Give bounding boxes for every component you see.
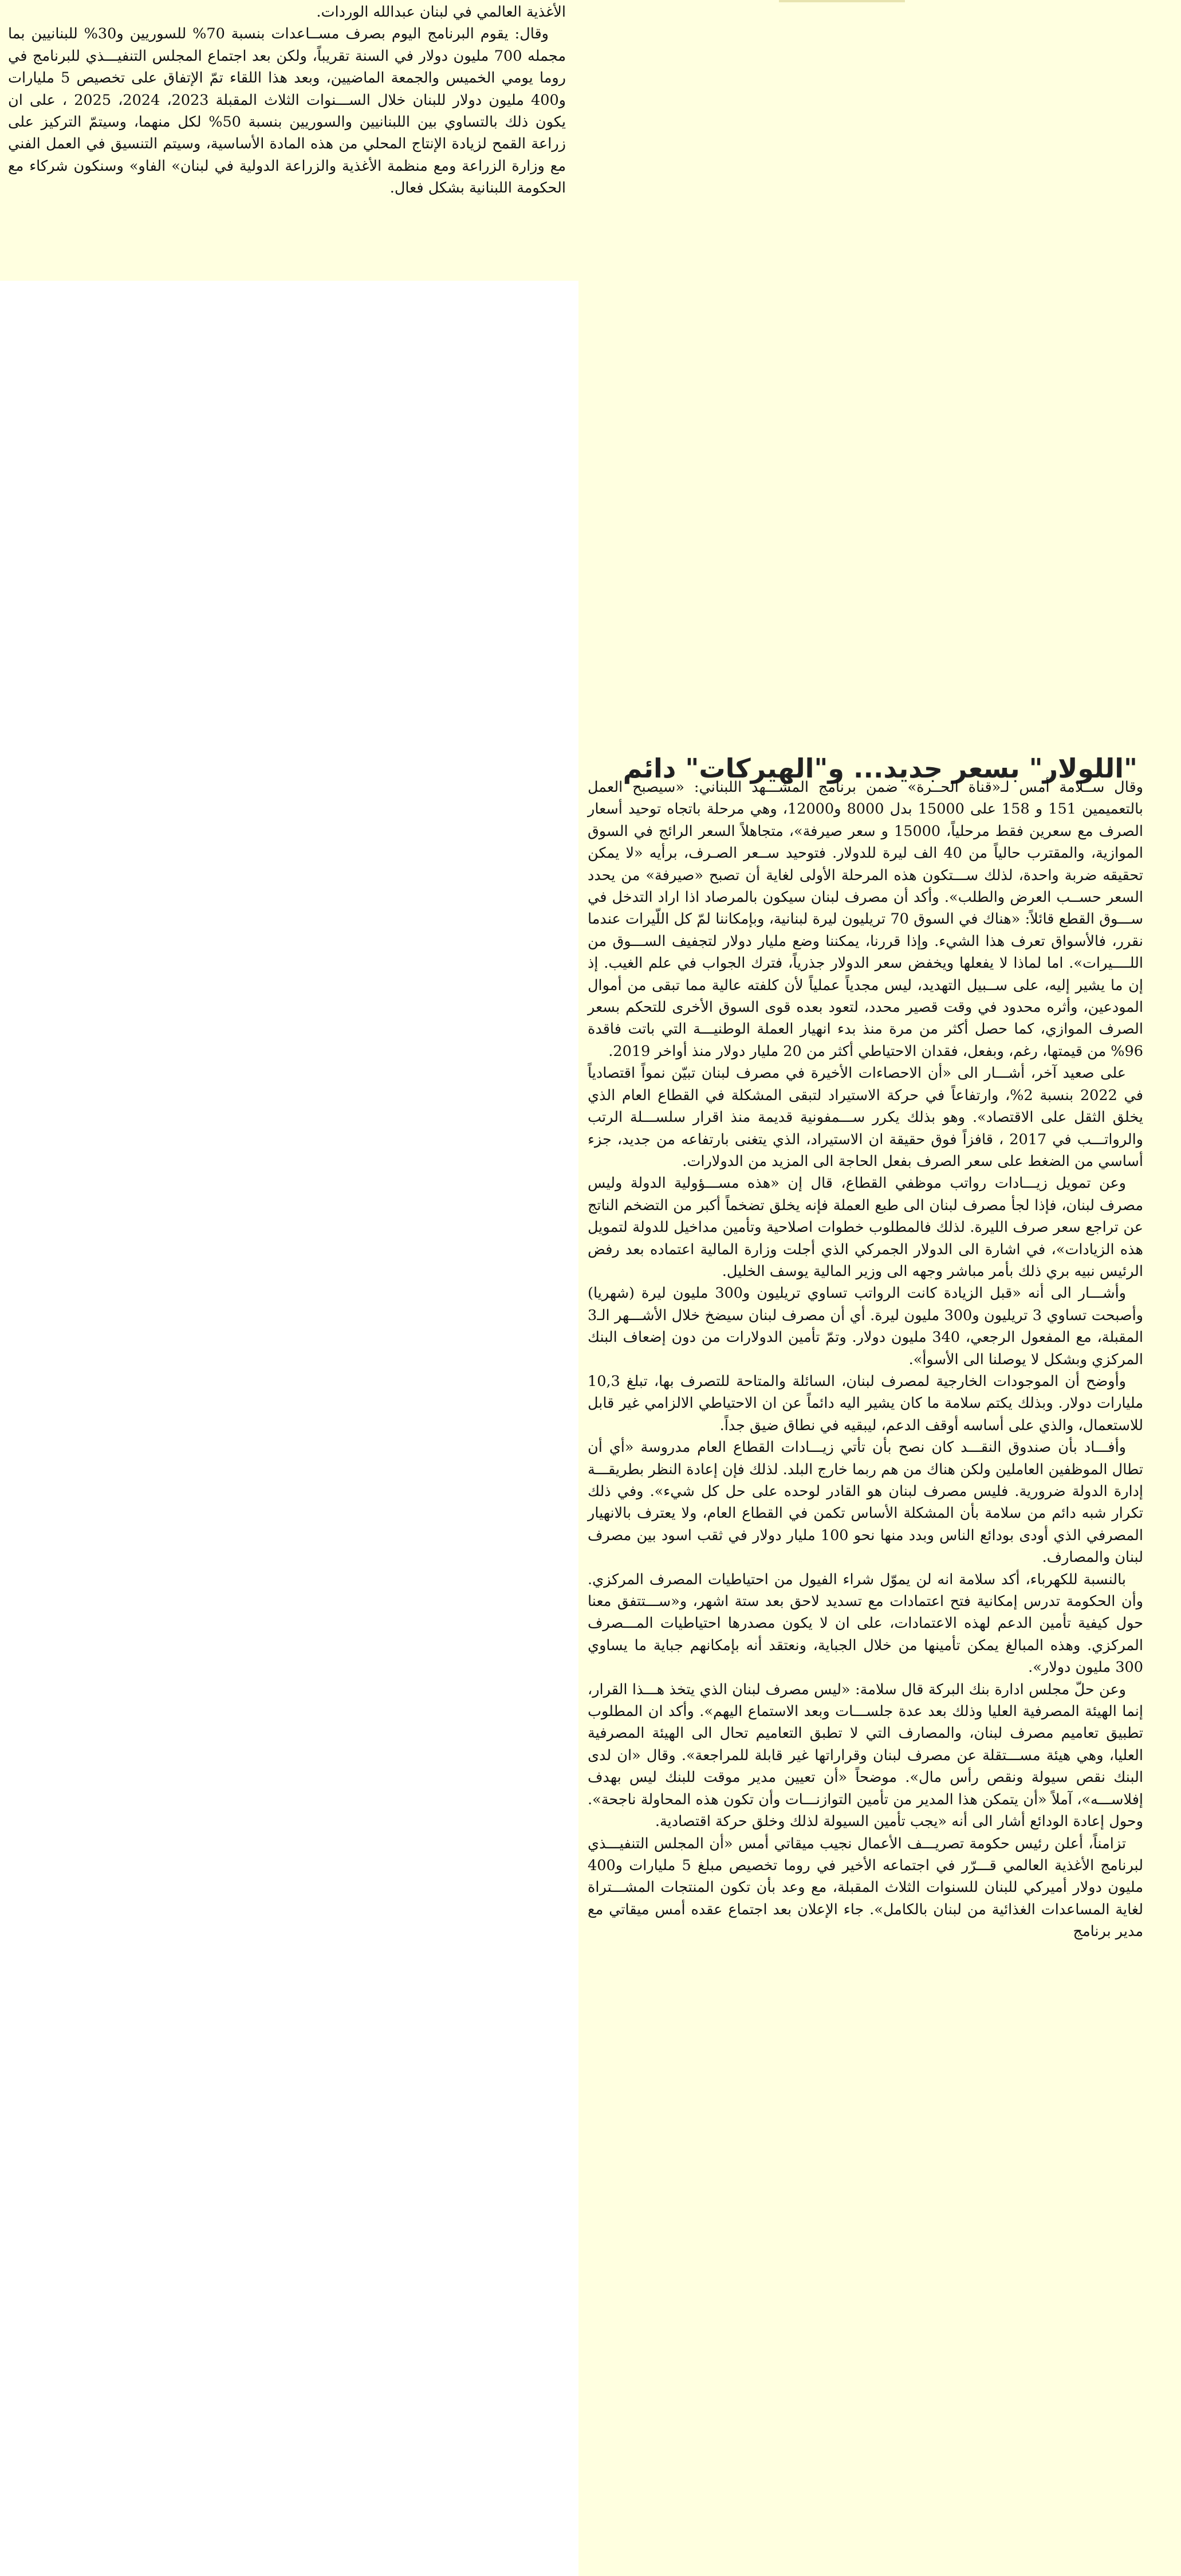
article-paragraph: وعن حلّ مجلس ادارة بنك البركة قال سلامة: «ليس مصرف لبنان الذي يتخذ هـــذا القرار، إنما الهيئة المصرفية العليا وذلك بعد عدة جلســـات وبعد الاستماع اليهم». وأكد ان المطلوب تطبيق تعاميم مصرف لبنان، والمصارف التي لا تطبق التعاميم تحال الى الهيئة المصرفية العليا، وهي هيئة مســـتقلة عن مصرف لبنان وقراراتها غير قابلة للمراجعة». وقال «ان لدى البنك نقص سيولة ونقص رأس مال». موضحاً «أن تعيين مدير موقت للبنك ليس بهدف إفلاســـه»، آملاً «أن يتمكن هذا المدير من تأمين التوازنـــات وأن تكون هذه المحاولة ناجحة». وحول إعادة الودائع أشار الى أنه «يجب تأمين السيولة لذلك وخلق حركة اقتصادية. xyxy=(588,1680,1143,1831)
article-paragraph: على صعيد آخر، أشـــار الى «أن الاحصاءات الأخيرة في مصرف لبنان تبيّن نمواً اقتصادياً في 2022 بنسبة 2%، وارتفاعاً في حركة الاستيراد لتبقى المشكلة في القطاع العام الذي يخلق الثقل على الاقتصاد». وهو بذلك يكرر ســـمفونية قديمة منذ اقرار سلســـلة الرتب والرواتـــب في 2017 ، قافزاً فوق حقيقة ان الاستيراد، الذي يتغنى بارتفاعه من جديد، جزء أساسي من الضغط على سعر الصرف بفعل الحاجة الى المزيد من الدولارات. xyxy=(588,1065,1143,1170)
article-paragraph: بالنسبة للكهرباء، أكد سلامة انه لن يموّل شراء الفيول من احتياطيات المصرف المركزي. وأن الحكومة تدرس إمكانية فتح اعتمادات مع تسديد لاحق بعد ستة اشهر، و«ســـتتفق معنا حول كيفية تأمين الدعم لهذه الاعتمادات، على ان لا يكون مصدرها احتياطيات المـــصرف المركزي. وهذه المبالغ يمكن تأمينها من خلال الجباية، ونعتقد أنه بإمكانهم جباية ما يساوي 300 مليون دولار». xyxy=(588,1570,1143,1676)
article-paragraph: وأوضح أن الموجودات الخارجية لمصرف لبنان، السائلة والمتاحة للتصرف بها، تبلغ 10,3 مليارات دولار. وبذلك يكتم سلامة ما كان يشير اليه دائماً عن ان الاحتياطي الالزامي غير قابل للاستعمال، والذي على أساسه أوقف الدعم، ليبقيه في نطاق ضيق جداً. xyxy=(588,1372,1143,1434)
article-paragraph: وقال ســلامة أمس لـ«قناة الحــرة» ضمن برنامج المشـــهد اللبناني: «سيصبح العمل بالتعميمين 151 و 158 على 15000 بدل 8000 و12000، وهي مرحلة باتجاه توحيد أسعار الصرف مع سعرين فقط مرحلياً، 15000 و سعر صيرفة»، متجاهلاً السعر الرائج في السوق الموازية، والمقترب حالياً من 40 الف ليرة للدولار. فتوحيد ســعر الصـرف، برأيه «لا يمكن تحقيقه ضربة واحدة، لذلك ســـتكون هذه المرحلة الأولى لغاية أن تصبح «صيرفة» من يحدد السعر حســب العرض والطلب». وأكد أن مصرف لبنان سيكون بالمرصاد اذا اراد التدخل في ســـوق القطع قائلاً: «هناك في السوق 70 تريليون ليرة لبنانية، وبإمكاننا لمّ كل اللّيرات عندما نقرر، فالأسواق تعرف هذا الشيء. وإذا قررنا، يمكننا وضع مليار دولار لتجفيف الســـوق من اللــــيرات». اما لماذا لا يفعلها ويخفض سعر الدولار جذرياً، فترك الجواب في علم الغيب. إذ إن ما يشير إليه، على ســبيل التهديد، ليس مجدياً عملياً لأن كلفته عالية مما تبقى من أموال المودعين، وأثره محدود في وقت قصير محدد، لتعود بعده قوى السوق الأخرى للتحكم بسعر الصرف الموازي، كما حصل أكثر من مرة منذ بدء انهيار العملة الوطنيـــة التي باتت فاقدة 96% من قيمتها، رغم، وبفعل، فقدان الاحتياطي أكثر من 20 مليار دولار منذ أواخر 2019. xyxy=(588,779,1144,1060)
main-article-body xyxy=(582,776,1149,1943)
top-article xyxy=(0,0,570,199)
article-paragraph: وأفـــاد بأن صندوق النقـــد كان نصح بأن تأتي زيـــادات القطاع العام مدروسة «أي أن تطال الموظفين العاملين ولكن هناك من هم ربما خارج البلد. لذلك فإن إعادة النظر بطريقـــة إدارة الدولة ضرورية. فليس مصرف لبنان هو القادر لوحده على حل كل شيء». وفي ذلك تكرار شبه دائم من سلامة بأن المشكلة الأساس تكمن في القطاع العام، ولا يعترف بالانهيار المصرفي الذي أودى بودائع الناس وبدد منها نحو 100 مليار دولار في ثقب اسود بين مصرف لبنان والمصارف. xyxy=(588,1439,1143,1566)
blank-area xyxy=(0,281,578,2576)
top-article-paragraph: وقال: يقوم البرنامج اليوم بصرف مســاعدات بنسبة 70% للسوريين و30% للبنانيين بما مجمله 700 مليون دولار في السنة تقريباً، ولكن بعد اجتماع المجلس التنفيـــذي للبرنامج في روما يومي الخميس والجمعة الماضيين، وبعد هذا اللقاء تمّ الإتفاق على تخصيص 5 مليارات و400 مليون دولار للبنان خلال الســـنوات الثلاث المقبلة 2023، 2024، 2025 ، على ان يكون ذلك بالتساوي بين اللبنانيين والسوريين بنسبة 50% لكل منهما، وسيتمّ التركيز على زراعة القمح لزيادة الإنتاج المحلي من هذه المادة الأساسية، وسيتم التنسيق في العمل الفني مع وزارة الزراعة ومع منظمة الأغذية والزراعة الدولية في لبنان» الفاو» وسنكون شركاء مع الحكومة اللبنانية بشكل فعال. xyxy=(8,25,566,197)
top-article-paragraph: الأغذية العالمي في لبنان عبدالله الوردات. xyxy=(316,3,566,21)
article-paragraph: وعن تمويل زيـــادات رواتب موظفي القطاع، قال إن «هذه مســـؤولية الدولة وليس مصرف لبنان، فإذا لجأ مصرف لبنان الى طبع العملة فإنه يخلق تضخماً أكبر من التضخم الناتج عن تراجع سعر صرف الليرة. لذلك فالمطلوب خطوات اصلاحية وتأمين مداخيل للدولة لتمويل هذه الزيادات»، في اشارة الى الدولار الجمركي الذي أجلت وزارة المالية اعتماده بعد رفض الرئيس نبيه بري ذلك بأمر مباشر وجهه الى وزير المالية يوسف الخليل. xyxy=(588,1175,1143,1280)
article-headline: "اللولار" بسعر جديد... و"الهيركات" دائم xyxy=(623,753,1137,784)
article-paragraph: تزامناً، أعلن رئيس حكومة تصريـــف الأعمال نجيب ميقاتي أمس «أن المجلس التنفيـــذي لبرنامج الأغذية العالمي قـــرّر في اجتماعه الأخير في روما تخصيص مبلغ 5 مليارات و400 مليون دولار أميركي للبنان للسنوات الثلاث المقبلة، مع وعد بأن تكون المنتجات المشـــتراة لغاية المساعدات الغذائية من لبنان بالكامل». جاء الإعلان بعد اجتماع عقده أمس ميقاتي مع مدير برنامج xyxy=(588,1835,1143,1941)
article-paragraph: وأشـــار الى أنه «قبل الزيادة كانت الرواتب تساوي تريليون و300 مليون ليرة (شهريا) وأصبحت تساوي 3 تريليون و300 مليون ليرة. أي أن مصرف لبنان سيضخ خلال الأشـــهر الـ3 المقبلة، مع المفعول الرجعي، 340 مليون دولار. وتمّ تأمين الدولارات من دون إضعاف البنك المركزي وبشكل لا يوصلنا الى الأسوأ». xyxy=(588,1285,1143,1368)
top-divider xyxy=(779,0,905,2)
